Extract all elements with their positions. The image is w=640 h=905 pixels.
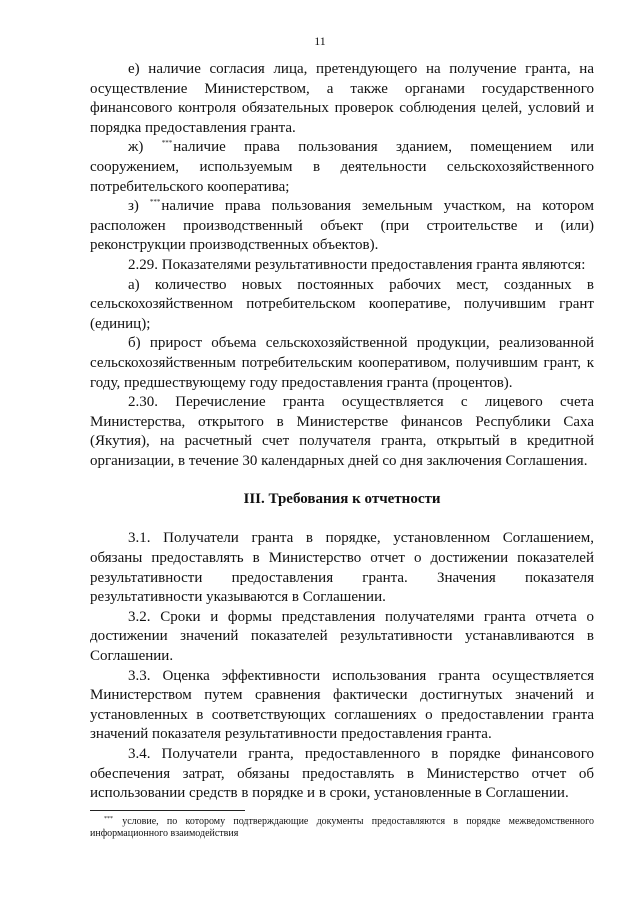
paragraph-text: 3.4. Получатели гранта, предоставленного в порядке финансового обеспечения затрат, обязаны предоставлять в Министерство отчет об использовании средств в порядке и в сроки, установленные в Соглашении. — [90, 746, 594, 802]
footnote-reference-mark: *** — [161, 139, 173, 148]
paragraph-3-4 — [90, 745, 594, 804]
footnote-text: условие, по которому подтверждающие документы предоставляются в порядке межведомственного информационного взаимодействия — [90, 816, 594, 839]
paragraph-text: а) количество новых постоянных рабочих мест, созданных в сельскохозяйственном потребительском кооперативе, получившим грант (единиц); — [90, 276, 594, 332]
paragraph-2-30 — [90, 393, 594, 471]
paragraph-text: 3.3. Оценка эффективности использования гранта осуществляется Министерством путем сравнения фактически достигнутых значений и установленных в соответствующих соглашениях о предоставлении гранта значений показателя результативности предоставления гранта. — [90, 667, 594, 743]
paragraph-text: наличие права пользования земельным участком, на котором расположен производственный объект (при строительстве и (или) реконструкции производственных объектов). — [90, 198, 594, 254]
footnote-reference-mark: *** — [149, 198, 161, 207]
paragraph-3-1 — [90, 529, 594, 607]
paragraph-text: 2.29. Показателями результативности предоставления гранта являются: — [128, 256, 586, 273]
section-heading: III. Требования к отчетности — [243, 491, 441, 508]
paragraph-prefix: ж) — [128, 139, 162, 156]
paragraph-2-29 — [90, 256, 594, 276]
paragraph-prefix: з) — [128, 198, 150, 215]
paragraph-z — [90, 197, 594, 256]
paragraph-b — [90, 334, 594, 393]
paragraph-text: наличие права пользования зданием, помещением или сооружением, используемым в деятельности сельскохозяйственного потребительского кооператива; — [90, 139, 594, 195]
footnote — [90, 816, 594, 840]
document-body — [90, 60, 594, 804]
paragraph-text: 3.2. Сроки и формы представления получателями гранта отчета о достижении значений показателей результативности устанавливаются в Соглашении. — [90, 608, 594, 665]
paragraph-text: 2.30. Перечисление гранта осуществляется с лицевого счета Министерства, открытого в Министерстве финансов Республики Саха (Якутия), на расчетный счет получателя гранта, открытый в кредитной организации, в течение 30 календарных дней со дня заключения Соглашения. — [90, 394, 594, 469]
paragraph-text: 3.1. Получатели гранта в порядке, установленном Соглашением, обязаны предоставлять в Министерство отчет о достижении показателей результативности предоставления гранта. Значения показателя результативности указываются в Соглашении. — [90, 530, 594, 606]
paragraph-e — [90, 60, 594, 138]
paragraph-a — [90, 276, 594, 335]
paragraph-3-3 — [90, 667, 594, 745]
footnote-mark: *** — [104, 815, 113, 822]
paragraph-zh — [90, 138, 594, 197]
paragraph-text: е) наличие согласия лица, претендующего на получение гранта, на осуществление Министерством, а также органами государственного финансового контроля обязательных проверок соблюдения целей, условий и порядка предоставления гранта. — [90, 61, 594, 136]
page-number: 11 — [314, 34, 326, 48]
footnote-separator — [90, 810, 245, 811]
paragraph-3-2 — [90, 608, 594, 667]
paragraph-text: б) прирост объема сельскохозяйственной продукции, реализованной сельскохозяйственным потребительским кооперативом, получившим грант, к году, предшествующему году предоставления гранта (процентов). — [90, 335, 594, 391]
